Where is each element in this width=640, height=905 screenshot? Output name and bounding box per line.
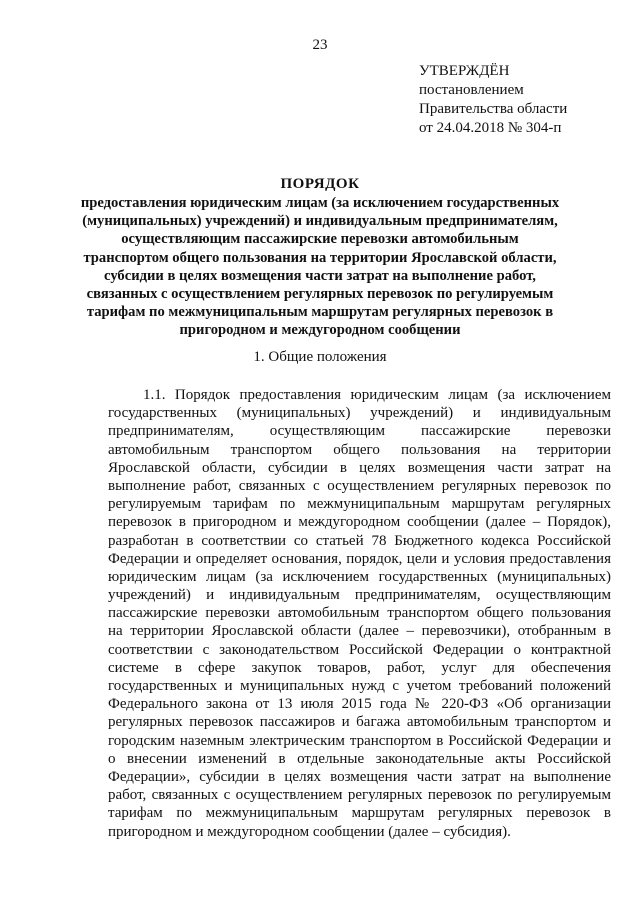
- paragraph-line: системе в сфере закупок товаров, работ, услуг для обеспечения: [108, 659, 611, 676]
- page-number: 23: [312, 37, 328, 53]
- subtitle-line: связанных с осуществлением регулярных перевозок по регулируемым: [86, 286, 554, 303]
- paragraph-line: выполнение работ, связанных с осуществлением регулярных перевозок по: [108, 477, 611, 494]
- paragraph-line: юридическим лицам (за исключением государственных (муниципальных): [108, 568, 611, 585]
- paragraph-line: на территории Ярославской области (далее – перевозчики), отобранным в: [108, 623, 611, 640]
- subtitle-line: (муниципальных) учреждений) и индивидуальным предпринимателям,: [82, 213, 558, 230]
- section-heading: 1. Общие положения: [253, 349, 387, 365]
- paragraph-line: предпринимателям, осуществляющим пассажирские перевозки: [108, 423, 611, 440]
- paragraph-line: 1.1. Порядок предоставления юридическим лицам (за исключением: [143, 387, 611, 403]
- paragraph-line: регулируемым тарифам по межмуниципальным маршрутам регулярных: [108, 496, 611, 513]
- paragraph-line: работ, связанных с осуществлением регулярных перевозок по регулируемым: [108, 787, 611, 804]
- paragraph-line: пассажирские перевозки автомобильным транспортом общего пользования: [108, 605, 611, 622]
- paragraph-line: Федерации», субсидии в целях возмещения части затрат на выполнение: [108, 768, 611, 785]
- paragraph-line: о внесении изменений в отдельные законодательные акты Российской: [108, 750, 611, 767]
- paragraph-line: регулярных перевозок пассажиров и багажа автомобильным транспортом и: [108, 714, 611, 731]
- paragraph-line: Ярославской области, субсидии в целях возмещения части затрат на: [108, 459, 611, 476]
- subtitle-line: субсидии в целях возмещения части затрат на выполнение работ,: [104, 267, 536, 284]
- paragraph-1-1: [108, 386, 611, 841]
- paragraph-line: государственных и муниципальных нужд с учетом требований положений: [108, 678, 611, 694]
- document-title: ПОРЯДОК: [280, 176, 360, 192]
- document-subtitle: [0, 194, 640, 340]
- approval-line: от 24.04.2018 № 304-п: [419, 120, 562, 136]
- paragraph-line: городским наземным электрическим транспортом в Российской Федерации и: [108, 732, 611, 749]
- subtitle-line: транспортом общего пользования на территории Ярославской области,: [83, 249, 557, 266]
- approval-stamp: [419, 62, 567, 138]
- paragraph-line: учреждений) и индивидуальным предпринимателям, осуществляющим: [108, 587, 611, 604]
- paragraph-line: Федерального закона от 13 июля 2015 года № 220-ФЗ «Об организации: [108, 696, 611, 713]
- approval-line: Правительства области: [419, 101, 568, 117]
- paragraph-line: соответствии с законодательством Российской Федерации о контрактной: [108, 641, 611, 658]
- subtitle-line: предоставления юридическим лицам (за исключением государственных: [80, 195, 560, 211]
- subtitle-line: осуществляющим пассажирские перевозки автомобильным: [121, 231, 519, 248]
- paragraph-line: автомобильным транспортом общего пользования на территории: [108, 441, 611, 458]
- paragraph-line: Федерации и определяет основания, порядок, цели и условия предоставления: [108, 550, 611, 567]
- paragraph-line: тарифам по межмуниципальным маршрутам регулярных перевозок в: [108, 805, 611, 822]
- subtitle-line: пригородном и междугородном сообщении: [179, 322, 461, 339]
- paragraph-line: перевозок в пригородном и междугородном сообщении (далее – Порядок),: [108, 514, 611, 531]
- paragraph-line: государственных (муниципальных) учреждений) и индивидуальным: [108, 405, 611, 422]
- paragraph-line: разработан в соответствии со статьей 78 Бюджетного кодекса Российской: [108, 532, 611, 549]
- paragraph-line: пригородном и междугородном сообщении (далее – субсидия).: [108, 823, 511, 840]
- approval-line: постановлением: [419, 82, 524, 98]
- subtitle-line: тарифам по межмуниципальным маршрутам регулярных перевозок в: [86, 304, 554, 321]
- approval-line: УТВЕРЖДЁН: [419, 63, 510, 79]
